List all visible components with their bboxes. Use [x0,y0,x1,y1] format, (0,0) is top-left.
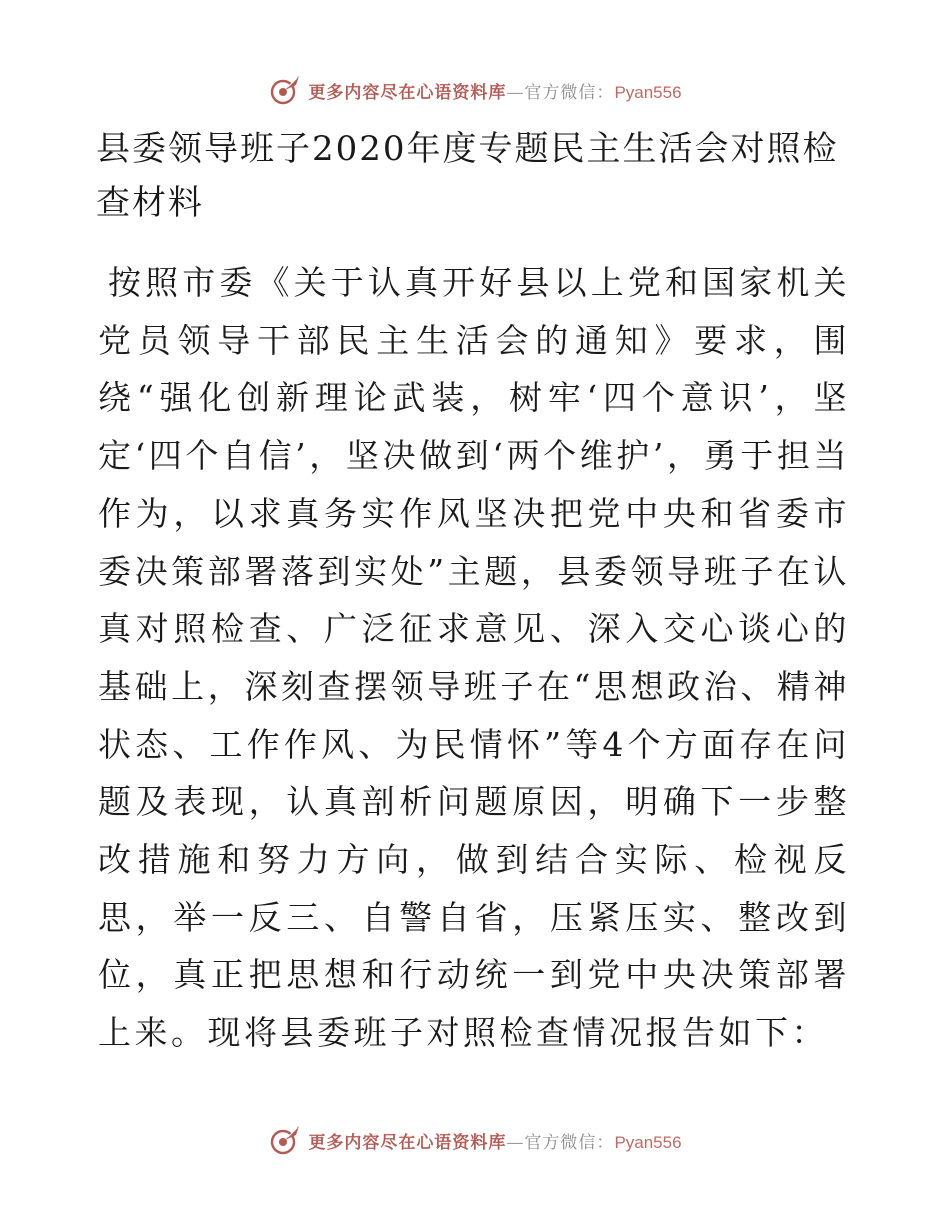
banner-separator: — [506,1132,525,1153]
banner-wechat-label: 官方微信： [524,82,615,103]
quill-logo-icon [268,73,302,107]
footer-watermark-banner [0,1120,950,1160]
banner-separator: — [506,82,525,103]
banner-text [308,1128,681,1153]
banner-wechat-id: Pyan556 [614,82,682,102]
banner-wechat-id: Pyan556 [614,1132,682,1152]
document-paragraph: 按照市委《关于认真开好县以上党和国家机关党员领导干部民主生活会的通知》要求，围绕“强化创新理论武装，树牢‘四个意识’，坚定‘四个自信’，坚决做到‘两个维护’，勇于担当作为，以求真务实作风坚决把党中央和省委市委决策部署落到实处”主题，县委领导班子在认真对照检查、广泛征求意见、深入交心谈心的基础上，深刻查摆领导班子在“思想政治、精神状态、工作作风、为民情怀”等4个方面存在问题及表现，认真剖析问题原因，明确下一步整改措施和努力方向，做到结合实际、检视反思，举一反三、自警自省，压紧压实、整改到位，真正把思想和行动统一到党中央决策部署上来。现将县委班子对照检查情况报告如下： [98,263,850,1053]
header-watermark-banner [0,70,950,110]
banner-main-text: 更多内容尽在心语资料库 [308,1132,507,1153]
quill-logo-icon [268,1123,302,1157]
banner-wechat-label: 官方微信： [524,1132,615,1153]
document-title: 县委领导班子2020年度专题民主生活会对照检查材料 [96,129,839,223]
banner-main-text: 更多内容尽在心语资料库 [308,82,507,103]
banner-text [308,78,681,103]
